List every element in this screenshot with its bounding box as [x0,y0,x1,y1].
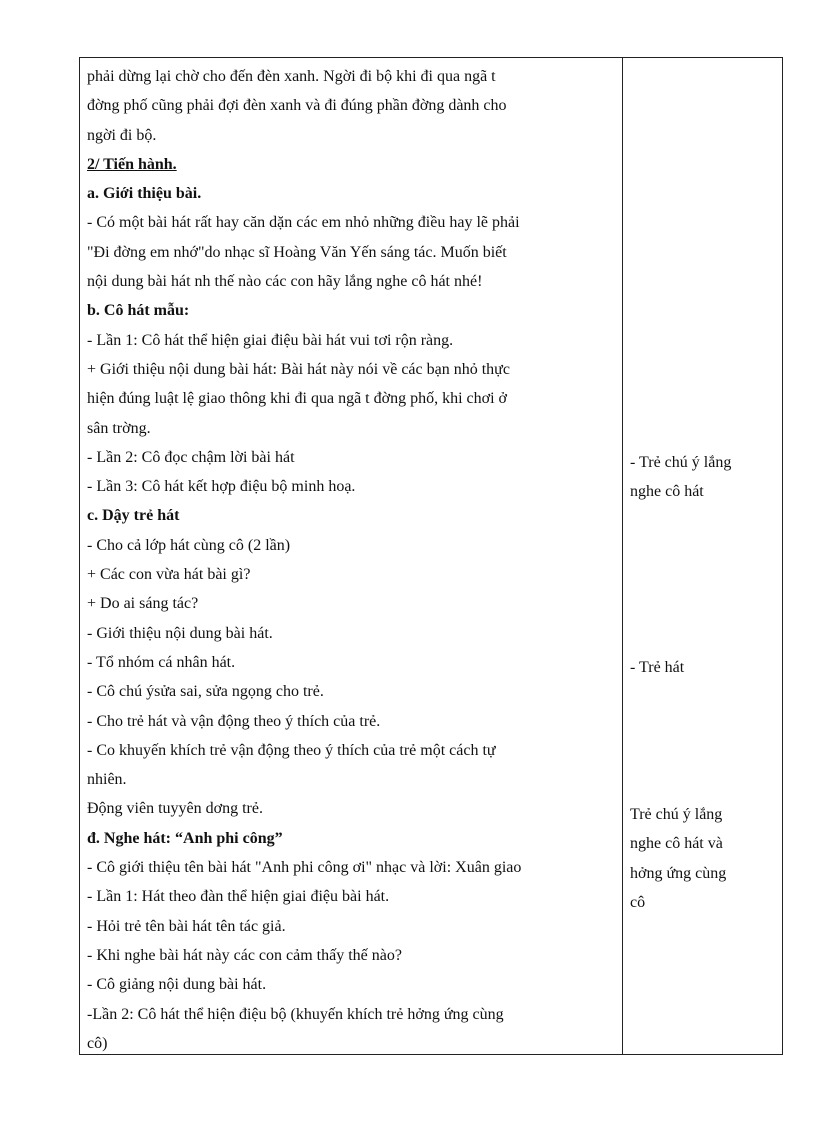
lesson-table [79,57,783,1055]
text-line: + Do ai sáng tác? [87,595,199,613]
text-line: - Trẻ chú ý lắng [630,454,732,471]
child-activity-sing [630,653,684,682]
text-line: - Cho cả lớp hát cùng cô (2 lần) [87,536,291,554]
text-line: - Tổ nhóm cá nhân hát. [87,653,236,671]
text-line: - Co khuyến khích trẻ vận động theo ý thích của trẻ một cách tự [87,741,496,759]
text-line: - Lần 3: Cô hát kết hợp điệu bộ minh hoạ. [87,478,356,496]
section-heading: đ. Nghe hát: “Anh phi công” [87,829,283,847]
child-activity-respond [630,800,726,917]
text-line: - Hỏi trẻ tên bài hát tên tác giả. [87,917,286,935]
text-line: - Lần 1: Cô hát thể hiện giai điệu bài hát vui tơi rộn ràng. [87,331,454,349]
text-line: cô [630,893,646,911]
text-line: "Đi đờng em nhớ"do nhạc sĩ Hoàng Văn Yến sáng tác. Muốn biết [87,243,507,261]
text-line: ngời đi bộ. [87,126,157,144]
text-line: hởng ứng cùng [630,864,727,882]
text-line: - Cô giới thiệu tên bài hát "Anh phi công ơi" nhạc và lời: Xuân giao [87,859,522,877]
text-line: nghe cô hát [630,483,704,501]
section-heading: a. Giới thiệu bài. [87,185,202,203]
text-line: - Khi nghe bài hát này các con cảm thấy thế nào? [87,946,402,964]
text-line: nghe cô hát và [630,835,723,853]
text-line: + Giới thiệu nội dung bài hát: Bài hát này nói về các bạn nhỏ thực [87,360,510,378]
text-line: đờng phố cũng phải đợi đèn xanh và đi đúng phần đờng dành cho [87,97,507,115]
text-line: Trẻ chú ý lắng [630,806,723,823]
text-line: - Cho trẻ hát và vận động theo ý thích của trẻ. [87,712,381,730]
text-line: nội dung bài hát nh thế nào các con hãy lắng nghe cô hát nhé! [87,273,483,291]
text-line: Động viên tuyyên dơng trẻ. [87,800,263,818]
child-activity-listen [630,448,731,507]
text-line: -Lần 2: Cô hát thể hiện điệu bộ (khuyến khích trẻ hởng ứng cùng [87,1005,504,1023]
text-line: - Cô chú ýsửa sai, sửa ngọng cho trẻ. [87,683,324,701]
text-line: - Có một bài hát rất hay căn dặn các em nhỏ những điều hay lẽ phải [87,214,520,232]
text-line: - Lần 2: Cô đọc chậm lời bài hát [87,448,295,466]
teacher-activity-column [80,58,623,1054]
text-line: - Lần 1: Hát theo đàn thể hiện giai điệu bài hát. [87,888,390,906]
text-line: phải dừng lại chờ cho đến đèn xanh. Ngời đi bộ khi đi qua ngã t [87,68,496,85]
text-line: cô) [87,1034,108,1052]
text-line: - Cô giảng nội dung bài hát. [87,976,267,994]
section-heading: b. Cô hát mẫu: [87,302,190,320]
text-line: hiện đúng luật lệ giao thông khi đi qua ngã t đờng phố, khi chơi ở [87,390,507,408]
text-line: sân trờng. [87,419,151,437]
text-line: + Các con vừa hát bài gì? [87,566,251,584]
text-line: - Giới thiệu nội dung bài hát. [87,624,273,642]
text-line: nhiên. [87,771,127,789]
section-heading: c. Dậy trẻ hát [87,507,180,525]
section-heading: 2/ Tiến hành. [87,155,177,173]
text-line: - Trẻ hát [630,659,685,676]
child-activity-column [623,58,782,1054]
